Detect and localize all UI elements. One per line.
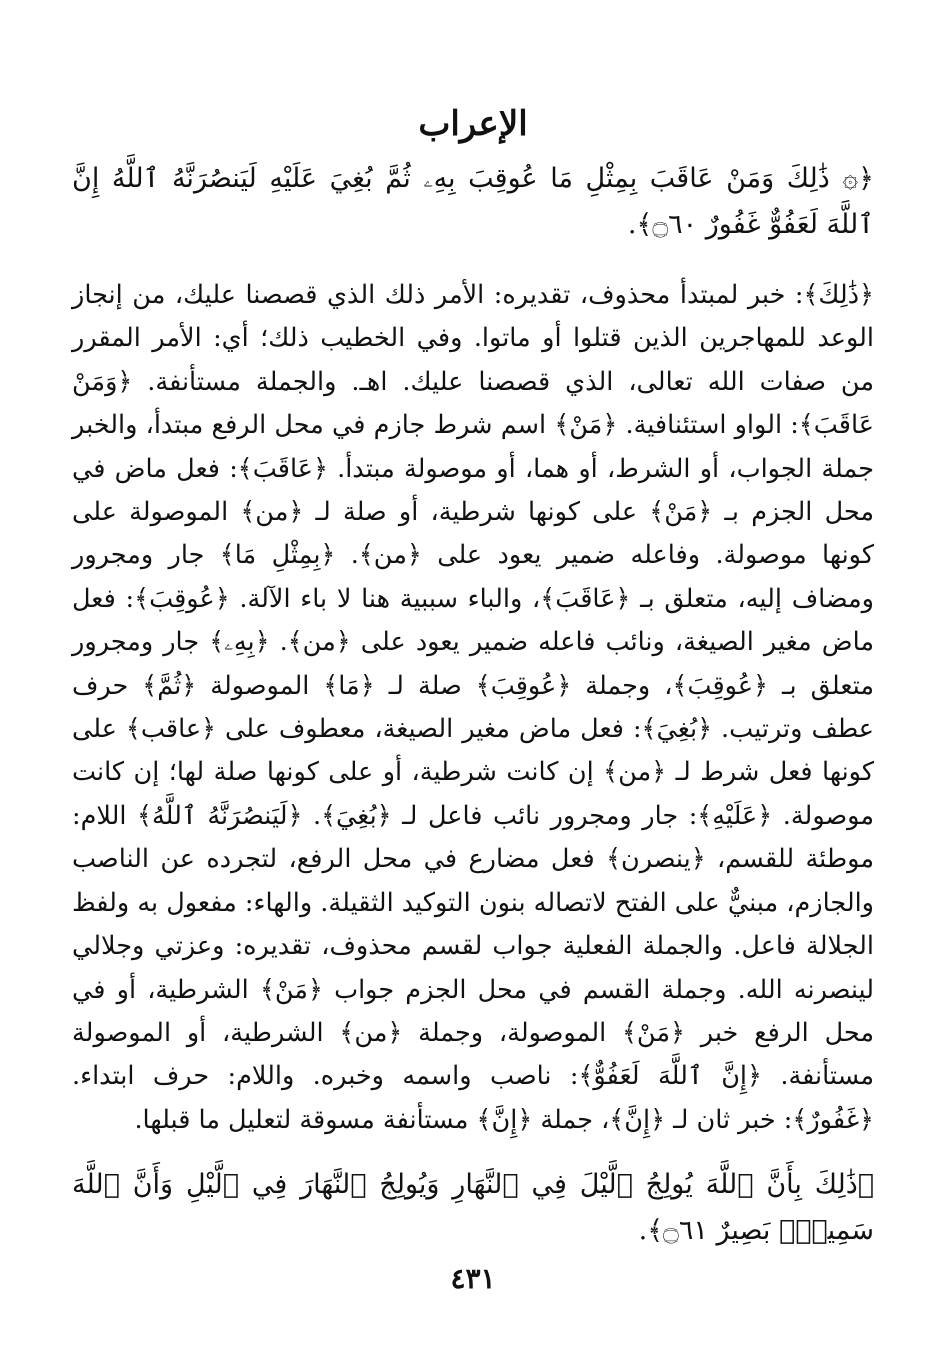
grammatical-analysis-paragraph: ﴿ذَٰلِكَ﴾: خبر لمبتدأ محذوف، تقديره: الأمر ذلك الذي قصصنا عليك، من إنجاز الوعد للمهاجرين الذين قتلوا أو ماتوا. وفي الخطيب ذلك؛ أي: الأمر المقرر من صفات الله تعالى، الذي قصصنا عليك. اهـ. والجملة مستأنفة. ﴿وَمَنْ عَاقَبَ﴾: الواو استئنافية. ﴿مَنْ﴾ اسم شرط جازم في محل الرفع مبتدأ، والخبر جملة الجواب، أو الشرط، أو هما، أو موصولة مبتدأ. ﴿عَاقَبَ﴾: فعل ماض في محل الجزم بـ ﴿مَنْ﴾ على كونها شرطية، أو صلة لـ ﴿من﴾ الموصولة على كونها موصولة. وفاعله ضمير يعود على ﴿من﴾. ﴿بِمِثْلِ مَا﴾ جار ومجرور ومضاف إليه، متعلق بـ ﴿عَاقَبَ﴾، والباء سببية هنا لا باء الآلة. ﴿عُوقِبَ﴾: فعل ماض مغير الصيغة، ونائب فاعله ضمير يعود على ﴿من﴾. ﴿بِهِۦ﴾ جار ومجرور متعلق بـ ﴿عُوقِبَ﴾، وجملة ﴿عُوقِبَ﴾ صلة لـ ﴿مَا﴾ الموصولة ﴿ثُمَّ﴾ حرف عطف وترتيب. ﴿بُغِيَ﴾: فعل ماض مغير الصيغة، معطوف على ﴿عاقب﴾ على كونها فعل شرط لـ ﴿من﴾ إن كانت شرطية، أو على كونها صلة لها؛ إن كانت موصولة. ﴿عَلَيْهِ﴾: جار ومجرور نائب فاعل لـ ﴿بُغِيَ﴾. ﴿لَيَنصُرَنَّهُ ٱللَّهُ﴾ اللام: موطئة للقسم، ﴿ينصرن﴾ فعل مضارع في محل الرفع، لتجرده عن الناصب والجازم، مبنيٌّ على الفتح لاتصاله بنون التوكيد الثقيلة. والهاء: مفعول به ولفظ الجلالة فاعل. والجملة الفعلية جواب لقسم محذوف، تقديره: وعزتي وجلالي لينصرنه الله. وجملة القسم في محل الجزم جواب ﴿مَنْ﴾ الشرطية، أو في محل الرفع خبر ﴿مَنْ﴾ الموصولة، وجملة ﴿من﴾ الشرطية، أو الموصولة مستأنفة. ﴿إِنَّ ٱللَّهَ لَعَفُوٌّ﴾: ناصب واسمه وخبره. واللام: حرف ابتداء. ﴿غَفُورٌ﴾: خبر ثان لـ ﴿إِنَّ﴾، جملة ﴿إِنَّ﴾ مستأنفة مسوقة لتعليل ما قبلها. (72, 280, 874, 1135)
page-number: ٤٣١ (450, 1262, 496, 1295)
quran-verse-60: ﴿۞ ذَٰلِكَ وَمَنْ عَاقَبَ بِمِثْلِ مَا عُوقِبَ بِهِۦ ثُمَّ بُغِيَ عَلَيْهِ لَيَنصُرَنَّهُ ٱللَّهُ إِنَّ ٱللَّهَ لَعَفُوٌّ غَفُورٌ ۝٦٠﴾. (72, 163, 874, 240)
quran-verse-61: ﴿ذَٰلِكَ بِأَنَّ ٱللَّهَ يُولِجُ ٱلَّيْلَ فِي ٱلنَّهَارِ وَيُولِجُ ٱلنَّهَارَ فِي ٱلَّيْلِ وَأَنَّ ٱللَّهَ سَمِيعٌۢ بَصِيرٌ ۝٦١﴾. (72, 1169, 874, 1247)
page-heading: الإعراب (418, 104, 528, 144)
